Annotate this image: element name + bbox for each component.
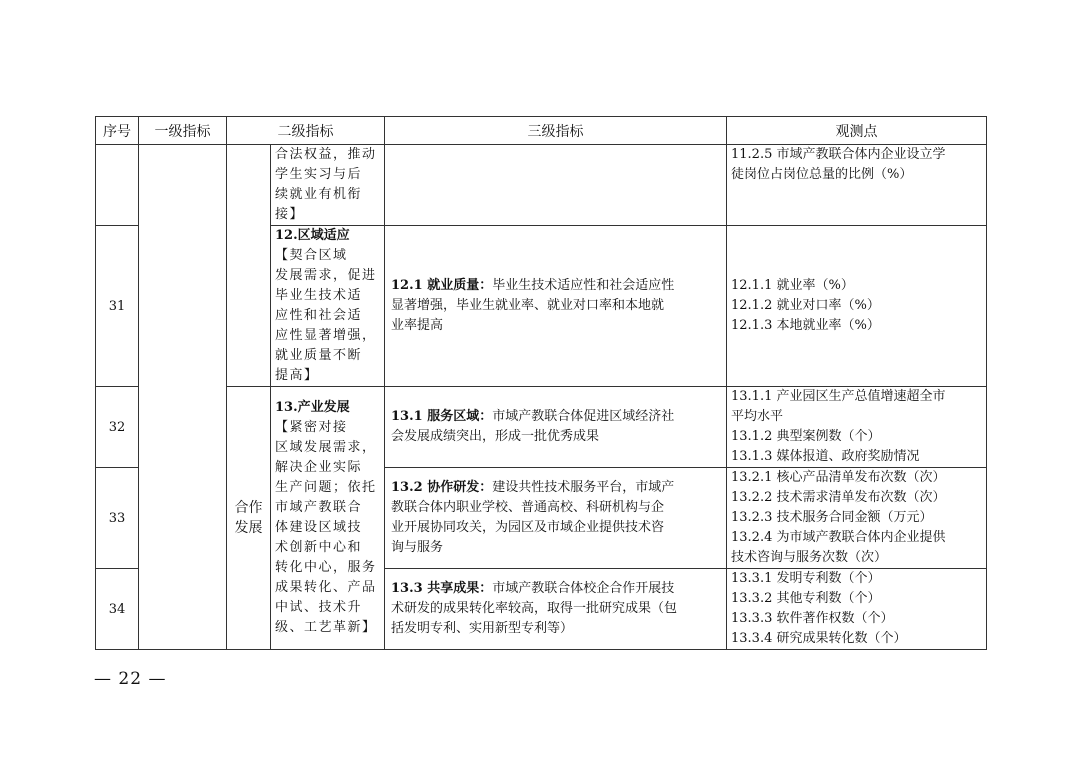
observation-line: 13.2.2 技术需求清单发布次数（次）	[731, 490, 946, 505]
level2-line: 毕业生技术适	[275, 288, 363, 303]
row-number: 32	[96, 387, 139, 468]
observation-cell	[727, 226, 987, 387]
observation-line: 12.1.1 就业率（%）	[731, 278, 854, 293]
level3-cell	[385, 145, 727, 226]
header-level1: 一级指标	[139, 117, 227, 145]
level3-line: 括发明专利、实用新型专利等）	[391, 621, 574, 636]
level2-line: 【紧密对接	[275, 420, 348, 435]
observation-line: 13.2.4 为市域产教联合体内企业提供	[731, 530, 946, 545]
table-row	[96, 145, 987, 226]
level2-line: 续就业有机衔	[275, 187, 363, 202]
level3-title: 13.1 服务区域：	[391, 409, 493, 424]
level3-title: 13.3 共享成果：	[391, 581, 493, 596]
level2-line: 就业质量不断	[275, 348, 363, 363]
level3-line: 业率提高	[391, 318, 444, 333]
level2-line: 转化中心，服务	[275, 560, 377, 575]
header-level2: 二级指标	[227, 117, 385, 145]
level3-cell	[385, 569, 727, 650]
row-number: 33	[96, 468, 139, 569]
observation-line: 13.2.1 核心产品清单发布次数（次）	[731, 470, 946, 485]
level3-cell	[385, 387, 727, 468]
level2-line: 应性和社会适	[275, 308, 363, 323]
observation-line: 13.1.1 产业园区生产总值增速超全市	[731, 389, 946, 404]
observation-line: 徒岗位占岗位总量的比例（%）	[731, 167, 913, 182]
level3-title: 13.2 协作研发：	[391, 480, 493, 495]
observation-line: 13.1.2 典型案例数（个）	[731, 429, 881, 444]
observation-line: 12.1.3 本地就业率（%）	[731, 318, 880, 333]
level2-line: 级、工艺革新】	[275, 620, 377, 635]
level2-line: 成果转化、产品	[275, 580, 377, 595]
table-row	[96, 387, 987, 468]
level2-line: 生产问题；依托	[275, 480, 377, 495]
level2-line: 提高】	[275, 368, 319, 383]
level3-line: 术研发的成果转化率较高，取得一批研究成果（包	[391, 601, 678, 616]
observation-line: 13.3.3 软件著作权数（个）	[731, 611, 894, 626]
table-header-row	[96, 117, 987, 145]
observation-cell	[727, 569, 987, 650]
level1-sub-cell	[227, 145, 271, 387]
observation-line: 13.2.3 技术服务合同金额（万元）	[731, 510, 933, 525]
level3-line: 市域产教联合体校企合作开展技	[492, 581, 675, 596]
level3-line: 会发展成绩突出，形成一批优秀成果	[391, 429, 600, 444]
level2-title: 12.区域适应	[275, 228, 350, 243]
level2-cell	[271, 145, 385, 226]
level2-title: 13.产业发展	[275, 400, 350, 415]
level3-line: 显著增强，毕业生就业率、就业对口率和本地就	[391, 298, 665, 313]
level2-line: 区域发展需求，	[275, 440, 377, 455]
level2-line: 接】	[275, 207, 305, 222]
level2-line: 学生实习与后	[275, 167, 363, 182]
level3-line: 市域产教联合体促进区域经济社	[492, 409, 675, 424]
level2-cell	[271, 226, 385, 387]
header-observation: 观测点	[727, 117, 987, 145]
row-number: 34	[96, 569, 139, 650]
observation-line: 13.1.3 媒体报道、政府奖励情况	[731, 449, 920, 464]
level3-line: 业开展协同攻关，为园区及市域企业提供技术咨	[391, 520, 665, 535]
indicator-table	[95, 116, 987, 650]
level2-line: 【契合区域	[275, 248, 348, 263]
level2-line: 合法权益，推动	[275, 147, 377, 162]
observation-cell	[727, 468, 987, 569]
observation-line: 平均水平	[731, 409, 784, 424]
observation-cell	[727, 145, 987, 226]
level2-line: 解决企业实际	[275, 460, 363, 475]
page-number: — 22 —	[94, 669, 167, 689]
level3-cell	[385, 226, 727, 387]
level2-line: 体建设区域技	[275, 520, 363, 535]
header-no: 序号	[96, 117, 139, 145]
observation-line: 12.1.2 就业对口率（%）	[731, 298, 880, 313]
row-number: 31	[96, 226, 139, 387]
level2-line: 市域产教联合	[275, 500, 363, 515]
level1-group-label	[227, 387, 271, 650]
observation-cell	[727, 387, 987, 468]
observation-line: 技术咨询与服务次数（次）	[731, 550, 888, 565]
group-label-line: 发展	[234, 520, 263, 536]
level2-line: 应性显著增强，	[275, 328, 377, 343]
level1-cell	[139, 145, 227, 650]
level3-line: 毕业生技术适应性和社会适应性	[492, 278, 675, 293]
row-number	[96, 145, 139, 226]
level2-line: 术创新中心和	[275, 540, 363, 555]
level3-line: 建设共性技术服务平台，市域产	[492, 480, 675, 495]
observation-line: 11.2.5 市域产教联合体内企业设立学	[731, 147, 946, 162]
level3-line: 教联合体内职业学校、普通高校、科研机构与企	[391, 500, 665, 515]
level2-line: 发展需求，促进	[275, 268, 377, 283]
observation-line: 13.3.4 研究成果转化数（个）	[731, 631, 907, 646]
level3-title: 12.1 就业质量：	[391, 278, 493, 293]
header-level3: 三级指标	[385, 117, 727, 145]
level3-line: 询与服务	[391, 540, 444, 555]
level3-cell	[385, 468, 727, 569]
group-label-line: 合作	[234, 500, 263, 516]
level2-cell	[271, 387, 385, 650]
observation-line: 13.3.1 发明专利数（个）	[731, 571, 881, 586]
level2-line: 中试、技术升	[275, 600, 363, 615]
observation-line: 13.3.2 其他专利数（个）	[731, 591, 881, 606]
